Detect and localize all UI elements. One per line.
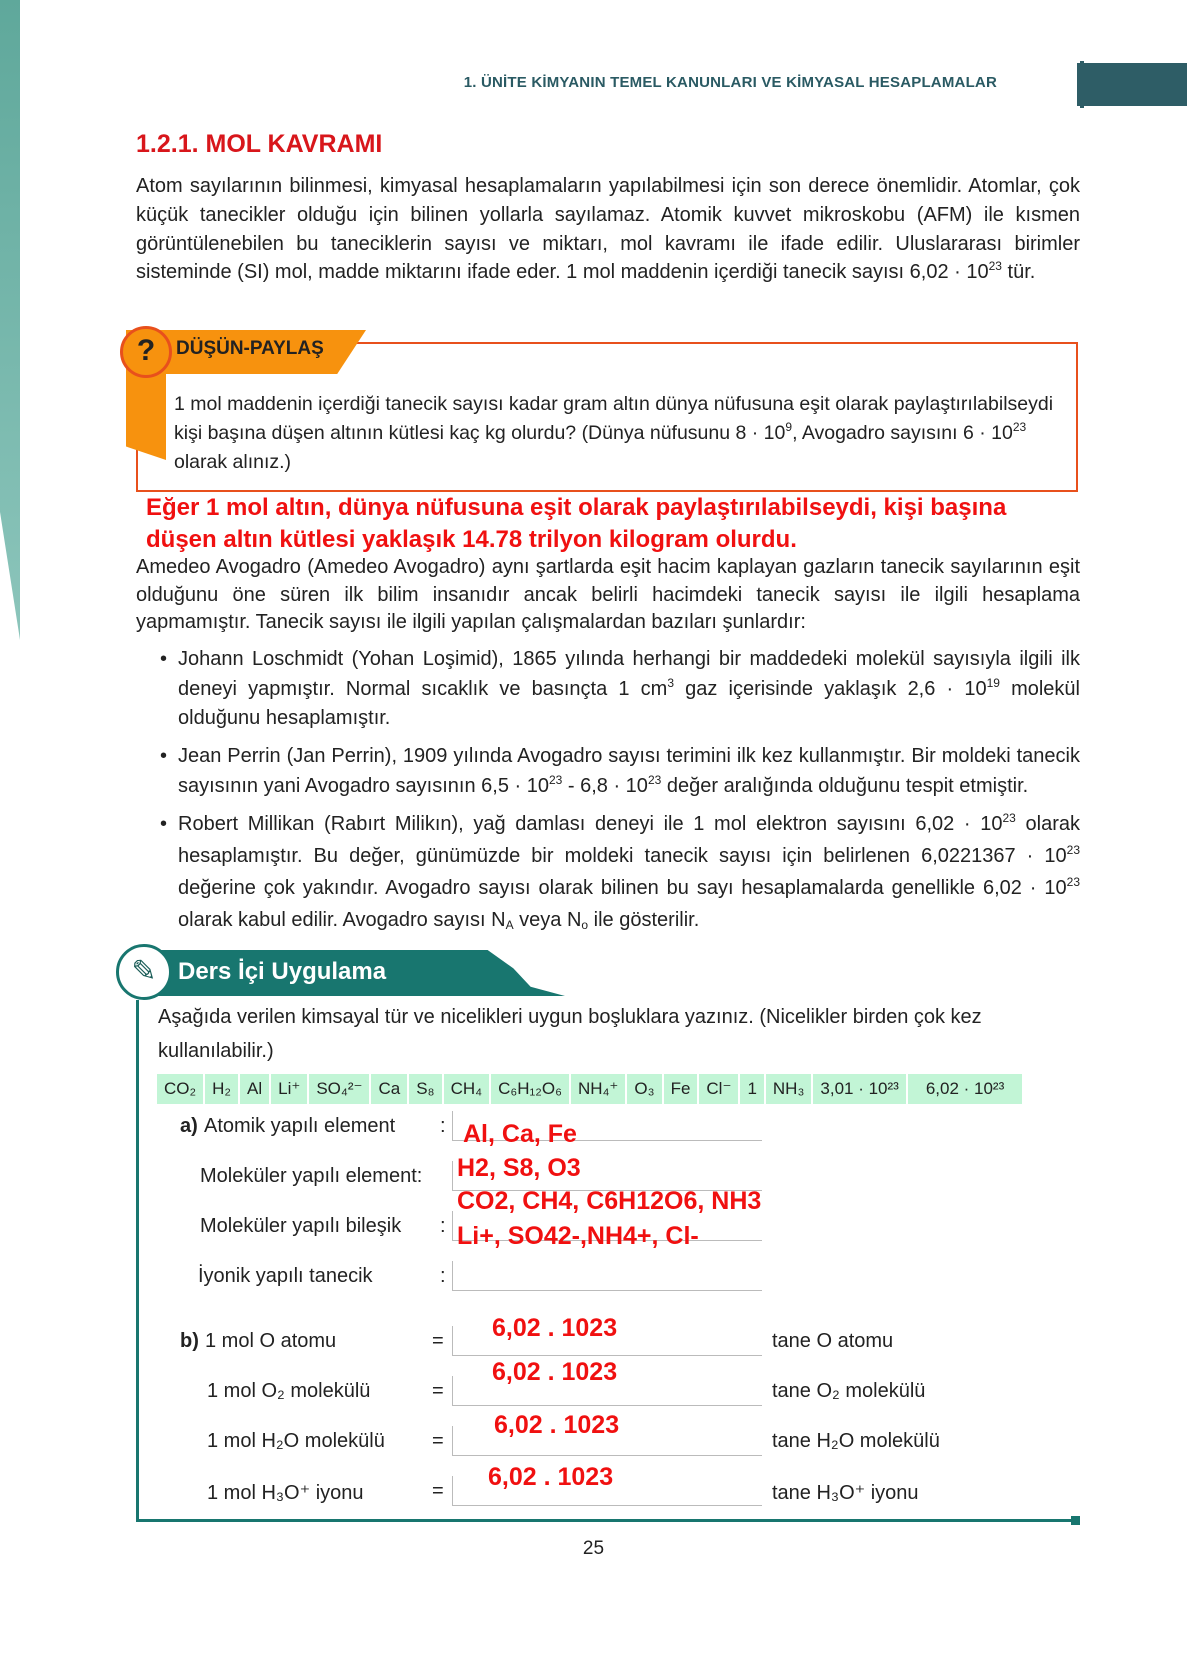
t: gaz içerisinde yaklaşık 2,6 · 10 xyxy=(674,677,987,700)
term-chip: Li⁺ xyxy=(271,1074,307,1104)
answer-value: 6,02 . 1023 xyxy=(494,1411,620,1439)
ders-title: Ders İçi Uygulama xyxy=(178,958,387,985)
sup: 23 xyxy=(548,772,563,787)
term-chip: Ca xyxy=(371,1074,407,1104)
row-label: Moleküler yapılı bileşik xyxy=(200,1215,402,1237)
bullet-perrin xyxy=(160,742,1080,801)
intro-text: Atom sayılarının bilinmesi, kimyasal hesaplamaların yapılabilmesi için son derece önemlidir. Atomlar, çok küçük tanecikler olduğu için bilinen yollarla sayılamaz. Atomik kuvvet mikroskobu (AFM) ile kısmen görüntülenebilen bu taneciklerin sayısı ve miktarı, mol kavramı ile ifade edilir. Uluslararası birimler sisteminde (SI) mol, madde miktarını ifade eder. 1 mol maddenin içerdiği tanecik sayısı 6,02 · 10 xyxy=(136,175,1080,284)
q3: olarak alınız.) xyxy=(174,451,292,473)
t: değer aralığında olduğunu tespit etmiştir. xyxy=(661,774,1029,797)
question-icon: ? xyxy=(120,326,172,378)
t: - 6,8 · 10 xyxy=(562,774,648,797)
answer-value: Li+, SO42-,NH4+, Cl- xyxy=(457,1222,699,1250)
unit-label: tane O atomu xyxy=(772,1330,894,1352)
sup: 23 xyxy=(1066,843,1080,857)
equals: = xyxy=(432,1480,444,1502)
sup: 9 xyxy=(785,420,793,434)
part-label: a) xyxy=(180,1115,198,1137)
t: molekül olduğunu hesaplamıştır. xyxy=(178,677,1081,729)
q2: , Avogadro sayısını 6 · 10 xyxy=(792,422,1013,444)
bullet-millikan xyxy=(160,808,1080,936)
equals: = xyxy=(432,1430,444,1452)
intro-end: tür. xyxy=(1001,261,1036,284)
q1: 1 mol maddenin içerdiği tanecik sayısı kadar gram altın dünya nüfusuna eşit olarak paylaştırılabilseydi kişi başına düşen altının kütlesi kaç kg olurdu? (Dünya nüfusunu 8 · 10 xyxy=(174,393,1054,444)
sub: o xyxy=(581,918,589,932)
row-label: 1 mol O₂ molekülü xyxy=(207,1380,371,1402)
term-chip: O₃ xyxy=(627,1074,661,1104)
term-chip: NH₄⁺ xyxy=(571,1074,625,1104)
t: ile gösterilir. xyxy=(588,909,700,931)
t: olarak hesaplamıştır. Bu değer, günümüzde bir moldeki tanecik sayısı için belirlenen 6,0221367 · 10 xyxy=(178,813,1080,867)
think-share-label: DÜŞÜN-PAYLAŞ xyxy=(176,338,324,359)
ribbon-tail xyxy=(126,370,166,460)
term-chips xyxy=(157,1074,1022,1104)
term-chip: Al xyxy=(240,1074,269,1104)
b-row xyxy=(0,1463,1187,1520)
t: Robert Millikan (Rabırt Milikın), yağ damlası deneyi ile 1 mol elektron sayısını 6,02 · 10 xyxy=(178,813,1003,835)
term-chip: 3,01 · 10²³ xyxy=(813,1074,905,1104)
pencil-icon: ✎ xyxy=(116,944,172,1000)
sup: 23 xyxy=(988,259,1002,274)
unit-label: tane H₃O⁺ iyonu xyxy=(772,1482,919,1504)
intro-paragraph xyxy=(136,172,1080,287)
t: veya N xyxy=(513,909,582,931)
t: Jean Perrin (Jan Perrin), 1909 yılında Avogadro sayısı terimini ilk kez kullanmıştır. Bir moldeki tanecik sayısının yani Avogadro sayısının 6,5 · 10 xyxy=(178,745,1080,797)
t: Johann Loschmidt (Yohan Loşimid), 1865 yılında herhangi bir maddedeki molekül sayısıyla ilgili ilk deneyi yapmıştır. Normal sıcaklık ve basınçta 1 cm xyxy=(178,648,1080,700)
term-chip: Fe xyxy=(664,1074,698,1104)
separator: : xyxy=(440,1115,446,1137)
row-label: 1 mol O atomu xyxy=(205,1330,337,1352)
equals: = xyxy=(432,1380,444,1402)
term-chip: 6,02 · 10²³ xyxy=(908,1074,1022,1104)
sup: 19 xyxy=(986,675,1000,690)
term-chip: Cl⁻ xyxy=(699,1074,738,1104)
bullet-loschmidt xyxy=(160,645,1080,734)
section-title: 1.2.1. MOL KAVRAMI xyxy=(136,130,383,158)
t: değerine çok yakındır. Avogadro sayısı olarak bilinen bu sayı hesaplamalarda genellikle 6,02 · 10 xyxy=(178,877,1067,899)
row-label: 1 mol H₃O⁺ iyonu xyxy=(207,1482,364,1504)
separator: : xyxy=(440,1215,446,1237)
answer-text xyxy=(146,492,1006,556)
term-chip: CO₂ xyxy=(157,1074,203,1104)
a-row xyxy=(0,1115,1187,1155)
page-number: 25 xyxy=(582,1538,605,1559)
sup: 3 xyxy=(667,675,674,690)
sup: 23 xyxy=(1066,875,1080,889)
term-chip: 1 xyxy=(740,1074,763,1104)
running-header: 1. ÜNİTE KİMYANIN TEMEL KANUNLARI VE KİMYASAL HESAPLAMALAR xyxy=(463,74,997,91)
answer-value: 6,02 . 1023 xyxy=(492,1314,618,1342)
answer-value: CO2, CH4, C6H12O6, NH3 xyxy=(457,1187,762,1215)
term-chip: NH₃ xyxy=(766,1074,811,1104)
equals: = xyxy=(432,1330,444,1352)
part-label: b) xyxy=(180,1330,199,1352)
row-label: Atomik yapılı element xyxy=(204,1115,396,1137)
term-chip: CH₄ xyxy=(444,1074,490,1104)
answer-value: Al, Ca, Fe xyxy=(463,1120,577,1148)
term-chip: H₂ xyxy=(205,1074,238,1104)
term-chip: SO₄²⁻ xyxy=(309,1074,369,1104)
row-label: İyonik yapılı tanecik xyxy=(198,1265,373,1287)
header-bar xyxy=(1077,63,1187,106)
term-chip: C₆H₁₂O₆ xyxy=(491,1074,569,1104)
page-edge-decoration xyxy=(0,0,20,640)
answer-value: 6,02 . 1023 xyxy=(492,1358,618,1386)
answer-line-2: düşen altın kütlesi yaklaşık 14.78 trilyon kilogram olurdu. xyxy=(146,526,797,553)
row-label: Moleküler yapılı element: xyxy=(200,1165,423,1187)
sup: 23 xyxy=(1012,420,1027,434)
sup: 23 xyxy=(647,772,662,787)
row-label: 1 mol H₂O molekülü xyxy=(207,1430,385,1452)
term-chip: S₈ xyxy=(409,1074,441,1104)
unit-label: tane O₂ molekülü xyxy=(772,1380,926,1402)
sub: A xyxy=(505,918,514,932)
separator: : xyxy=(440,1265,446,1287)
t: olarak kabul edilir. Avogadro sayısı N xyxy=(178,909,506,931)
answer-value: 6,02 . 1023 xyxy=(488,1463,614,1491)
answer-value: H2, S8, O3 xyxy=(457,1154,581,1182)
answer-line-1: Eğer 1 mol altın, dünya nüfusuna eşit olarak paylaştırılabilseydi, kişi başına xyxy=(146,494,1007,521)
think-share-question xyxy=(174,390,1060,477)
ders-instructions: Aşağıda verilen kimsayal tür ve nicelikleri uygun boşluklara yazınız. (Nicelikler birden çok kez kullanılabilir.) xyxy=(158,1006,982,1062)
avogadro-paragraph: Amedeo Avogadro (Amedeo Avogadro) aynı şartlarda eşit hacim kaplayan gazların tanecik sayılarının eşit olduğunu öne süren ilk bilim insanıdır ancak belirli hacimdeki tanecik sayısı ile ilgili hesaplama yapmamıştır. Tanecik sayısı ile ilgili yapılan çalışmalardan bazıları şunlardır: xyxy=(136,556,1080,633)
unit-label: tane H₂O molekülü xyxy=(772,1430,940,1452)
sup: 23 xyxy=(1002,811,1016,825)
answer-field[interactable] xyxy=(452,1261,762,1291)
